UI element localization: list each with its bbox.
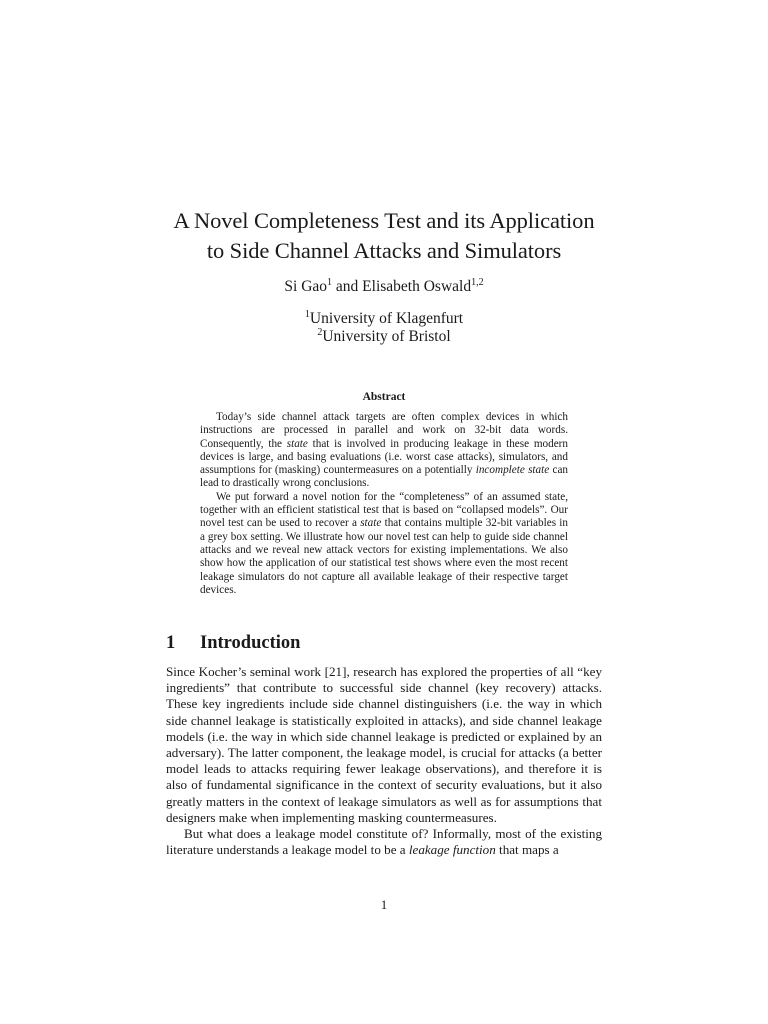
text-run: that contains multiple 32-bit variables in a grey box setting. We illustrate how our novel test can help to guide side channel attacks and we reveal new attack vectors for existing implementations. We also show how the application of our statistical test shows where even the most recent leakage simulators do not capture all available leakage of their respective target devices. <box>200 517 569 596</box>
text-run: We put forward a novel notion for the “completeness” of an assumed state, together with an efficient statistical test that is based on “collapsed models”. Our novel test can be used to recover a <box>200 490 568 530</box>
affiliation-marker: 2 <box>317 327 323 338</box>
section-number: 1 <box>166 633 176 653</box>
affiliation-list <box>0 310 768 346</box>
author-name: Si Gao <box>284 278 328 295</box>
paper-title <box>0 206 768 266</box>
affiliation <box>0 310 768 328</box>
affiliation-marker: 1 <box>304 309 310 320</box>
title-line-2: to Side Channel Attacks and Simulators <box>206 238 562 263</box>
emphasis: state <box>286 437 308 450</box>
abstract-body <box>200 411 568 597</box>
abstract-paragraph <box>200 491 568 597</box>
emphasis: state <box>360 517 382 530</box>
author-affiliation-marker: 1,2 <box>471 277 484 288</box>
author-connector: and <box>332 278 363 295</box>
section-heading <box>166 632 602 654</box>
section-body <box>166 664 602 858</box>
text-run: can lead to drastically wrong conclusions. <box>200 464 569 490</box>
body-paragraph <box>166 826 602 858</box>
text-run: Today’s side channel attack targets are often complex devices in which instructions are processed in parallel and work on 32-bit data words. Consequently, the <box>200 411 568 450</box>
body-paragraph: Since Kocher’s seminal work [21], research has explored the properties of all “key ingredients” that contribute to successful side channel (key recovery) attacks. These key ingredients include side channel distinguishers (i.e. the way in which side channel leakage is statistically exploited in attacks), and side channel leakage models (i.e. the way in which side channel leakage is predicted or explained by an adversary). The latter component, the leakage model, is crucial for attacks (a better model leads to attacks requiring fewer leakage observations), and therefore it is also of fundamental significance in the context of security evaluations, but it also greatly matters in the context of leakage simulators as well as for assumptions that designers make when implementing masking countermeasures. <box>166 664 602 825</box>
page-number: 1 <box>380 897 388 912</box>
text-run: that is involved in producing leakage in these modern devices is large, and basing evaluations (i.e. worst case attacks), simulators, and assumptions for (masking) countermeasures on a potentially <box>200 437 568 477</box>
affiliation-name: University of Bristol <box>322 328 451 345</box>
emphasis: incomplete state <box>475 464 550 477</box>
author-list <box>0 277 768 297</box>
section-title: Introduction <box>200 633 301 653</box>
text-run: that maps a <box>495 842 559 858</box>
affiliation <box>0 328 768 346</box>
author-name: Elisabeth Oswald <box>362 278 472 295</box>
text-run: But what does a leakage model constitute of? Informally, most of the existing literature understands a leakage model to be a <box>166 826 602 858</box>
abstract-heading: Abstract <box>362 391 406 403</box>
title-line-1: A Novel Completeness Test and its Application <box>173 208 595 233</box>
affiliation-name: University of Klagenfurt <box>309 310 464 327</box>
abstract-paragraph <box>200 411 568 491</box>
author-affiliation-marker: 1 <box>327 277 333 288</box>
emphasis: leakage function <box>408 842 496 858</box>
